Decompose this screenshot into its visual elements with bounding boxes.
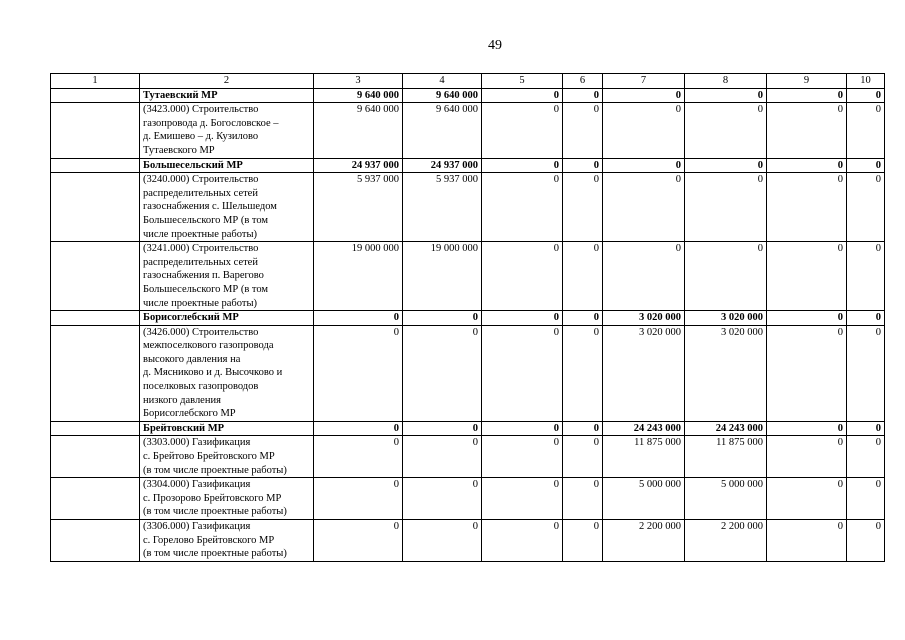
district-total-row	[51, 158, 885, 173]
column-number-5: 5	[482, 74, 563, 89]
name-line: (3306.000) Газификация	[143, 521, 251, 532]
column-number-10: 10	[847, 74, 885, 89]
project-name	[140, 520, 314, 562]
value-cell-col-10: 0	[847, 88, 885, 103]
value-cell-col-6: 0	[563, 103, 603, 158]
value-cell-col-8: 0	[685, 173, 767, 242]
value-cell-col-10: 0	[847, 242, 885, 311]
value-cell-col-9: 0	[767, 173, 847, 242]
value-cell-col-3: 0	[314, 311, 403, 326]
value-cell-col-3: 5 937 000	[314, 173, 403, 242]
name-line: межпоселкового газопровода	[143, 340, 274, 352]
value-cell-col-5: 0	[482, 88, 563, 103]
name-line: Большесельского МР (в том	[143, 214, 269, 226]
value-cell-col-8: 5 000 000	[685, 478, 767, 520]
value-cell-col-5: 0	[482, 158, 563, 173]
column-number-3: 3	[314, 74, 403, 89]
project-row	[51, 325, 885, 421]
value-cell-col-6: 0	[563, 421, 603, 436]
name-line: Брейтовский МР	[143, 422, 225, 434]
value-cell-col-3: 0	[314, 421, 403, 436]
value-cell-col-7: 0	[603, 88, 685, 103]
name-line: газоснабжения с. Шельшедом	[143, 201, 277, 213]
value-cell-col-10: 0	[847, 158, 885, 173]
name-line: с. Горелово Брейтовского МР	[143, 534, 275, 546]
budget-table	[50, 73, 885, 562]
value-cell-col-5: 0	[482, 242, 563, 311]
empty-cell	[51, 436, 140, 478]
value-cell-col-5: 0	[482, 520, 563, 562]
value-cell-col-7: 3 020 000	[603, 311, 685, 326]
value-cell-col-7: 24 243 000	[603, 421, 685, 436]
value-cell-col-3: 19 000 000	[314, 242, 403, 311]
value-cell-col-4: 0	[403, 311, 482, 326]
value-cell-col-7: 0	[603, 242, 685, 311]
value-cell-col-9: 0	[767, 436, 847, 478]
value-cell-col-7: 0	[603, 158, 685, 173]
project-name	[140, 436, 314, 478]
column-number-8: 8	[685, 74, 767, 89]
value-cell-col-6: 0	[563, 173, 603, 242]
project-name	[140, 325, 314, 421]
value-cell-col-6: 0	[563, 436, 603, 478]
value-cell-col-8: 3 020 000	[685, 311, 767, 326]
name-line: (3303.000) Газификация	[143, 437, 251, 449]
value-cell-col-4: 0	[403, 421, 482, 436]
project-row	[51, 173, 885, 242]
value-cell-col-5: 0	[482, 478, 563, 520]
value-cell-col-8: 11 875 000	[685, 436, 767, 478]
empty-cell	[51, 158, 140, 173]
empty-cell	[51, 478, 140, 520]
district-name	[140, 88, 314, 103]
value-cell-col-9: 0	[767, 242, 847, 311]
value-cell-col-3: 24 937 000	[314, 158, 403, 173]
name-line: Борисоглебского МР	[143, 408, 236, 420]
project-row	[51, 103, 885, 158]
name-line: (в том числе проектные работы)	[143, 548, 287, 560]
value-cell-col-8: 2 200 000	[685, 520, 767, 562]
value-cell-col-8: 3 020 000	[685, 325, 767, 421]
district-total-row	[51, 421, 885, 436]
value-cell-col-3: 0	[314, 325, 403, 421]
value-cell-col-10: 0	[847, 325, 885, 421]
empty-cell	[51, 103, 140, 158]
value-cell-col-4: 24 937 000	[403, 158, 482, 173]
value-cell-col-4: 0	[403, 520, 482, 562]
name-line: Тутаевский МР	[143, 89, 218, 101]
value-cell-col-10: 0	[847, 520, 885, 562]
value-cell-col-9: 0	[767, 311, 847, 326]
project-row	[51, 478, 885, 520]
district-name	[140, 421, 314, 436]
value-cell-col-3: 0	[314, 520, 403, 562]
district-total-row	[51, 88, 885, 103]
project-name	[140, 103, 314, 158]
name-line: низкого давления	[143, 394, 221, 406]
empty-cell	[51, 421, 140, 436]
empty-cell	[51, 311, 140, 326]
value-cell-col-10: 0	[847, 478, 885, 520]
value-cell-col-3: 9 640 000	[314, 103, 403, 158]
value-cell-col-3: 0	[314, 436, 403, 478]
value-cell-col-10: 0	[847, 311, 885, 326]
value-cell-col-9: 0	[767, 103, 847, 158]
value-cell-col-7: 11 875 000	[603, 436, 685, 478]
column-number-6: 6	[563, 74, 603, 89]
value-cell-col-4: 5 937 000	[403, 173, 482, 242]
value-cell-col-5: 0	[482, 311, 563, 326]
project-name	[140, 478, 314, 520]
name-line: распределительных сетей	[143, 256, 258, 268]
district-name	[140, 158, 314, 173]
value-cell-col-4: 0	[403, 436, 482, 478]
name-line: газоснабжения п. Варегово	[143, 270, 264, 282]
column-number-1: 1	[51, 74, 140, 89]
column-number-2: 2	[140, 74, 314, 89]
name-line: (3423.000) Строительство	[143, 104, 259, 116]
value-cell-col-6: 0	[563, 325, 603, 421]
name-line: Большесельский МР	[143, 159, 243, 171]
name-line: (3241.000) Строительство	[143, 243, 259, 255]
value-cell-col-6: 0	[563, 88, 603, 103]
value-cell-col-7: 2 200 000	[603, 520, 685, 562]
value-cell-col-4: 0	[403, 325, 482, 421]
empty-cell	[51, 88, 140, 103]
value-cell-col-4: 9 640 000	[403, 88, 482, 103]
value-cell-col-4: 9 640 000	[403, 103, 482, 158]
project-name	[140, 242, 314, 311]
empty-cell	[51, 173, 140, 242]
value-cell-col-9: 0	[767, 421, 847, 436]
name-line: газопровода д. Богословское –	[143, 117, 279, 129]
value-cell-col-7: 0	[603, 103, 685, 158]
project-row	[51, 242, 885, 311]
value-cell-col-6: 0	[563, 520, 603, 562]
empty-cell	[51, 325, 140, 421]
column-number-4: 4	[403, 74, 482, 89]
name-line: (в том числе проектные работы)	[143, 464, 287, 476]
value-cell-col-3: 0	[314, 478, 403, 520]
value-cell-col-5: 0	[482, 436, 563, 478]
value-cell-col-7: 0	[603, 173, 685, 242]
value-cell-col-8: 0	[685, 242, 767, 311]
value-cell-col-6: 0	[563, 478, 603, 520]
value-cell-col-8: 0	[685, 88, 767, 103]
value-cell-col-4: 0	[403, 478, 482, 520]
value-cell-col-9: 0	[767, 520, 847, 562]
name-line: высокого давления на	[143, 353, 241, 365]
value-cell-col-6: 0	[563, 158, 603, 173]
value-cell-col-10: 0	[847, 436, 885, 478]
name-line: числе проектные работы)	[143, 228, 258, 240]
value-cell-col-10: 0	[847, 421, 885, 436]
name-line: д. Мясниково и д. Высочково и	[143, 367, 283, 379]
value-cell-col-8: 0	[685, 158, 767, 173]
name-line: (3426.000) Строительство	[143, 326, 259, 338]
value-cell-col-6: 0	[563, 311, 603, 326]
column-number-7: 7	[603, 74, 685, 89]
header-row	[51, 74, 885, 89]
project-row	[51, 436, 885, 478]
name-line: поселковых газопроводов	[143, 381, 259, 393]
value-cell-col-5: 0	[482, 421, 563, 436]
value-cell-col-10: 0	[847, 173, 885, 242]
value-cell-col-9: 0	[767, 325, 847, 421]
name-line: (3304.000) Газификация	[143, 479, 251, 491]
name-line: с. Прозорово Брейтовского МР	[143, 492, 282, 504]
project-row	[51, 520, 885, 562]
value-cell-col-5: 0	[482, 325, 563, 421]
value-cell-col-10: 0	[847, 103, 885, 158]
page-number: 49	[488, 38, 502, 53]
value-cell-col-5: 0	[482, 103, 563, 158]
value-cell-col-7: 3 020 000	[603, 325, 685, 421]
name-line: Борисоглебский МР	[143, 312, 239, 324]
empty-cell	[51, 242, 140, 311]
name-line: Тутаевского МР	[143, 144, 215, 156]
name-line: распределительных сетей	[143, 187, 258, 199]
value-cell-col-4: 19 000 000	[403, 242, 482, 311]
value-cell-col-8: 24 243 000	[685, 421, 767, 436]
name-line: с. Брейтово Брейтовского МР	[143, 451, 275, 463]
empty-cell	[51, 520, 140, 562]
value-cell-col-9: 0	[767, 158, 847, 173]
name-line: (3240.000) Строительство	[143, 174, 259, 186]
district-total-row	[51, 311, 885, 326]
value-cell-col-5: 0	[482, 173, 563, 242]
value-cell-col-9: 0	[767, 478, 847, 520]
value-cell-col-8: 0	[685, 103, 767, 158]
project-name	[140, 173, 314, 242]
table-body	[51, 74, 885, 562]
district-name	[140, 311, 314, 326]
value-cell-col-6: 0	[563, 242, 603, 311]
column-number-9: 9	[767, 74, 847, 89]
name-line: Большесельского МР (в том	[143, 283, 269, 295]
value-cell-col-7: 5 000 000	[603, 478, 685, 520]
value-cell-col-9: 0	[767, 88, 847, 103]
name-line: числе проектные работы)	[143, 297, 258, 309]
name-line: д. Емишево – д. Кузилово	[143, 131, 259, 143]
value-cell-col-3: 9 640 000	[314, 88, 403, 103]
name-line: (в том числе проектные работы)	[143, 506, 287, 518]
